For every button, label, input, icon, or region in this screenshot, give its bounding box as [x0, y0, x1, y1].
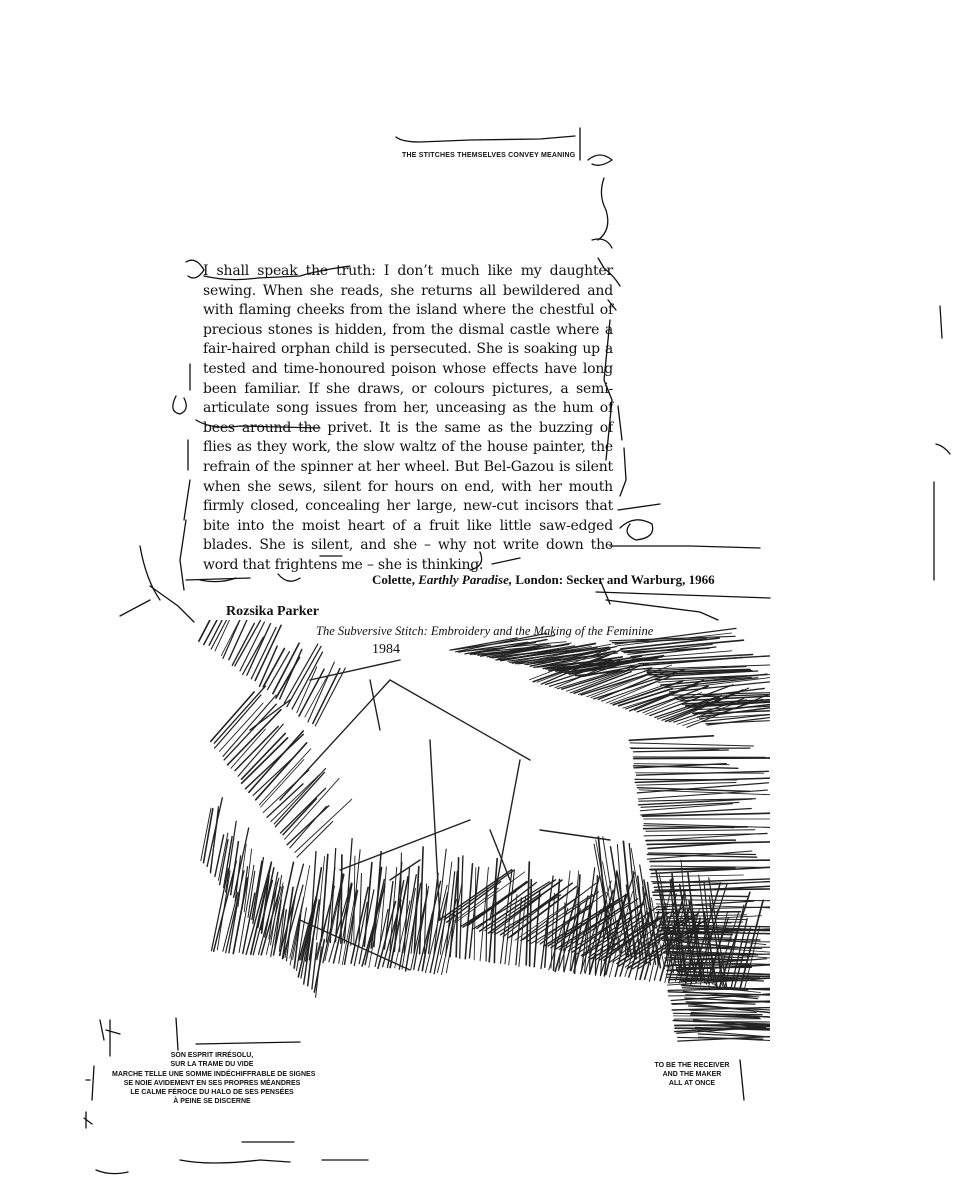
citation-publisher: London: Secker and Warburg, 1966 — [515, 572, 715, 587]
french-caption-line: SE NOIE AVIDEMENT EN SES PROPRES MÉANDRES — [123, 1079, 301, 1087]
receiver-caption-line: ALL AT ONCE — [668, 1080, 716, 1087]
french-caption-line: MARCHE TELLE UNE SOMME INDÉCHIFFRABLE DE SIGNES — [112, 1070, 316, 1078]
french-caption-line: À PEINE SE DISCERNE — [173, 1098, 251, 1106]
citation-title: Earthly Paradise, — [418, 572, 513, 587]
source-year: 1984 — [372, 642, 400, 657]
stitch-artwork — [190, 620, 770, 1110]
header-label: THE STITCHES THEMSELVES CONVEY MEANING — [402, 152, 576, 159]
colette-quote: I shall speak the truth: I don’t much like my daughter sewing. When she reads, she returns all bewildered and with flaming cheeks from the island where the chestful of precious stones is hidden, from the dismal castle where a fair-haired orphan child is persecuted. She is soaking up a tested and time-honoured poison whose effects have long been familiar. If she draws, or colours pictures, a semi-articulate song issues from her, unceasing as the hum of bees around the privet. It is the same as the buzzing of flies as they work, the slow waltz of the house painter, the refrain of the spinner at her wheel. But Bel-Gazou is silent when she sews, silent for hours on end, with her mouth firmly closed, concealing her large, new-cut incisors that bite into the moist heart of a fruit like little saw-edged blades. She is silent, and she – why not write down the word that frightens me – she is thinking. — [203, 263, 613, 573]
quote-citation — [372, 572, 752, 588]
citation-author: Colette, — [372, 572, 415, 587]
french-caption-line: SUR LA TRAME DU VIDE — [170, 1061, 254, 1069]
receiver-caption-line: AND THE MAKER — [662, 1071, 722, 1078]
source-book-title: The Subversive Stitch: Embroidery and the Making of the Feminine — [316, 624, 654, 638]
french-caption-line: LE CALME FÉROCE DU HALO DE SES PENSÉES — [130, 1089, 294, 1097]
french-caption-line: SON ESPRIT IRRÉSOLU, — [170, 1052, 254, 1059]
french-caption — [112, 1051, 316, 1107]
source-author: Rozsika Parker — [226, 604, 319, 619]
receiver-caption — [652, 1061, 732, 1088]
receiver-caption-line: TO BE THE RECEIVER — [654, 1062, 730, 1069]
